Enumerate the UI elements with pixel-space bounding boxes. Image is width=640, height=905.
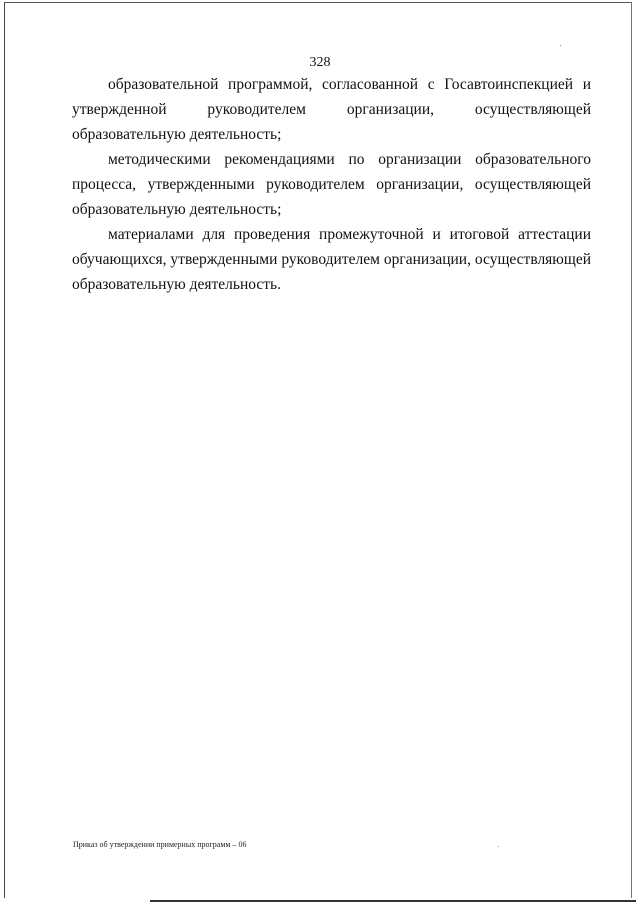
scan-speck bbox=[560, 45, 561, 46]
scan-speck bbox=[498, 846, 499, 847]
page-number: 328 bbox=[309, 55, 331, 70]
body-text bbox=[72, 72, 591, 297]
footer-note: Приказ об утверждении примерных программ – 06 bbox=[73, 840, 247, 849]
paragraph-2: методическими рекомендациями по организации образовательного процесса, утвержденными руководителем организации, осуществляющей образовательную деятельность; bbox=[72, 151, 591, 218]
page-bottom-edge bbox=[150, 900, 636, 902]
paragraph-1: образовательной программой, согласованной с Госавтоинспекцией и утвержденной руководителем организации, осуществляющей образовательную деятельность; bbox=[72, 76, 591, 143]
paragraph-3: материалами для проведения промежуточной и итоговой аттестации обучающихся, утвержденными руководителем организации, осуществляющей образовательную деятельность. bbox=[72, 226, 591, 293]
